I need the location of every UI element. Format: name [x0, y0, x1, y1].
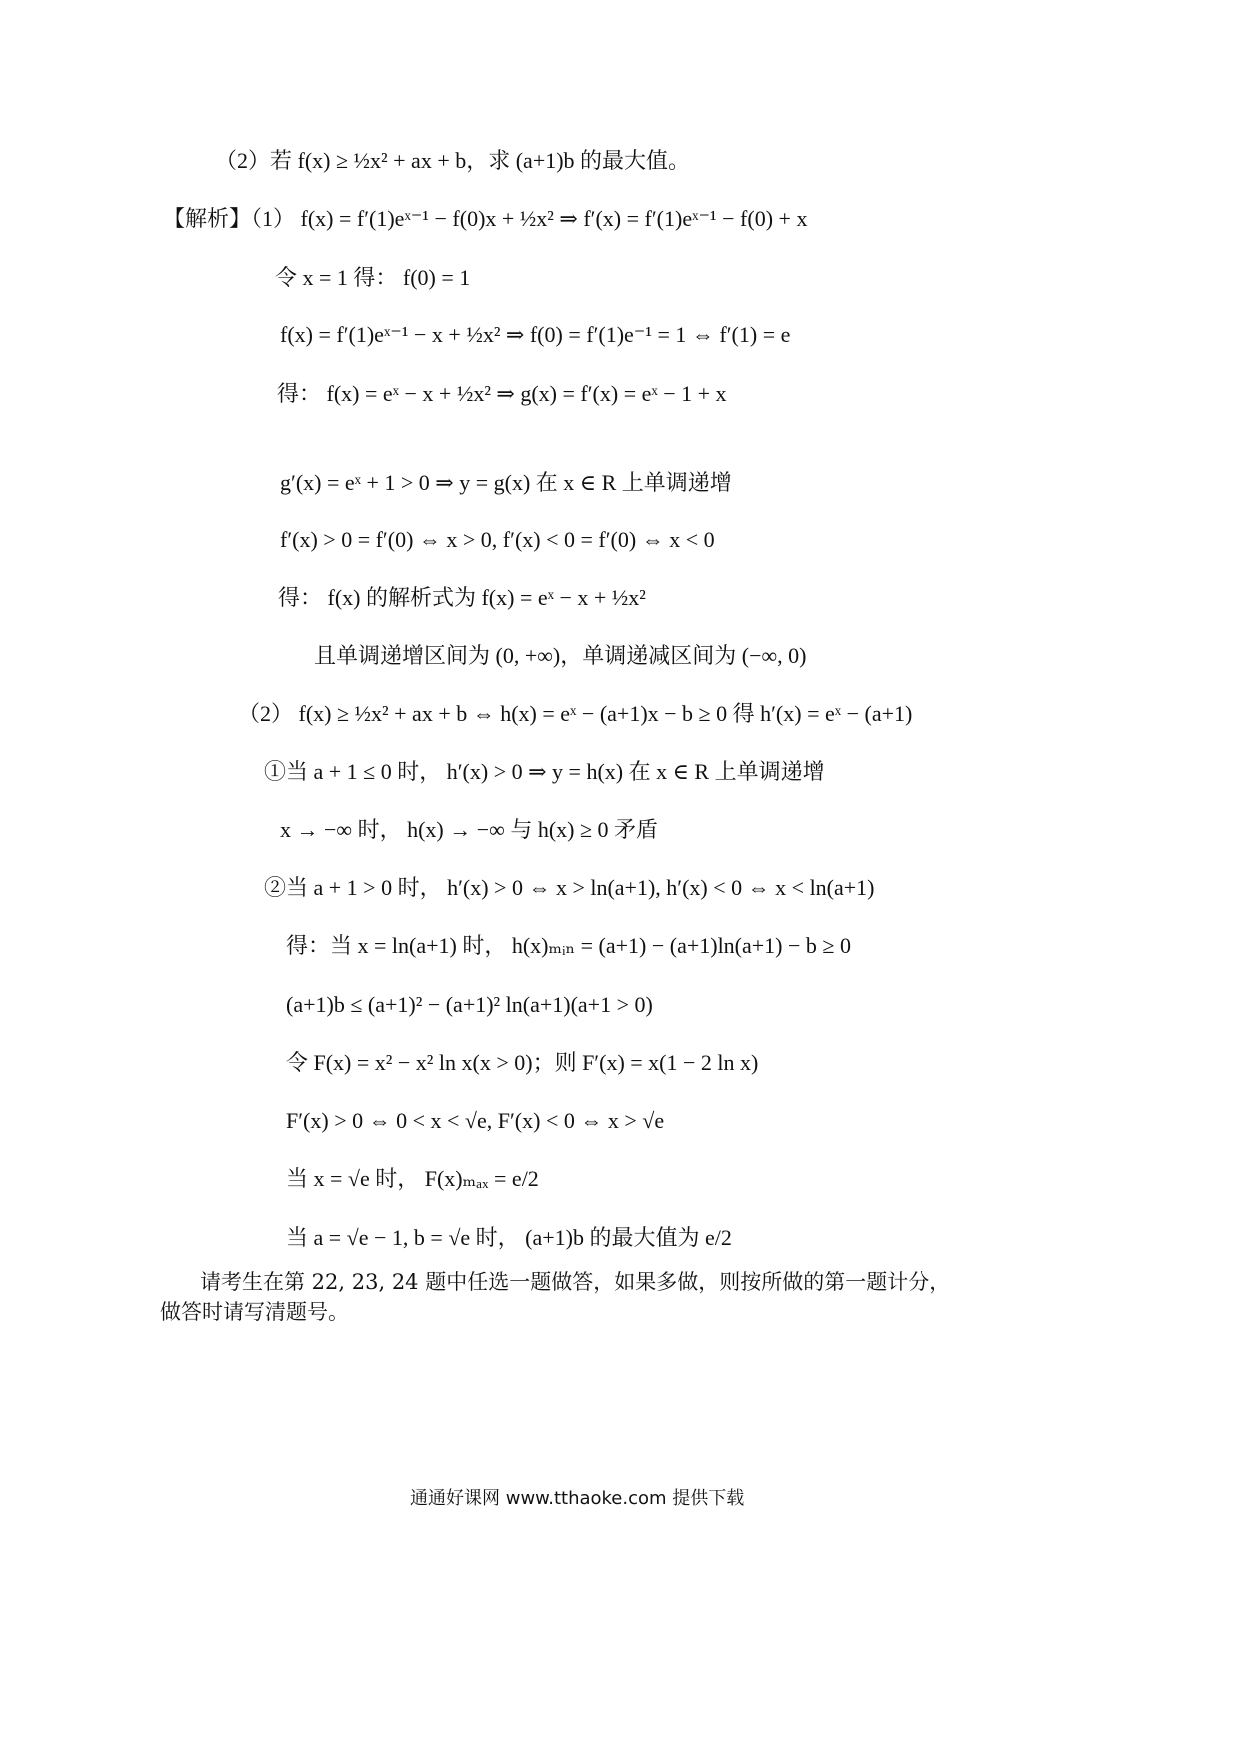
solution-line: x → −∞ 时， h(x) → −∞ 与 h(x) ≥ 0 矛盾	[280, 817, 659, 842]
instruction-text: 请考生在第 22, 23, 24 题中任选一题做答，如果多做，则按所做的第一题计分，	[200, 1270, 951, 1294]
page-footer: 通通好课网 www.tthaoke.com 提供下载	[410, 1488, 745, 1509]
solution-line: 且单调递增区间为 (0, +∞)，单调递减区间为 (−∞, 0)	[314, 643, 807, 668]
solution-line: 得： f(x) 的解析式为 f(x) = eˣ − x + ½x²	[278, 585, 646, 610]
solution-line: f′(x) > 0 = f′(0) ⇔ x > 0, f′(x) < 0 = f′(0) ⇔ x < 0	[280, 527, 715, 552]
solution-line: 当 x = √e 时， F(x)ₘₐₓ = e/2	[286, 1166, 539, 1191]
case-2: ②当 a + 1 > 0 时， h′(x) > 0 ⇔ x > ln(a+1), h′(x) < 0 ⇔ x < ln(a+1)	[264, 875, 875, 900]
solution-part-1-start: 【解析】（1） f(x) = f′(1)eˣ⁻¹ − f(0)x + ½x² ⇒ f′(x) = f′(1)eˣ⁻¹ − f(0) + x	[163, 206, 808, 231]
solution-line: g′(x) = eˣ + 1 > 0 ⇒ y = g(x) 在 x ∈ R 上单调递增	[280, 470, 732, 495]
solution-line: 令 F(x) = x² − x² ln x(x > 0)；则 F′(x) = x(1 − 2 ln x)	[286, 1050, 759, 1075]
solution-line: (a+1)b ≤ (a+1)² − (a+1)² ln(a+1)(a+1 > 0)	[286, 992, 653, 1017]
instruction-text: 做答时请写清题号。	[160, 1300, 349, 1324]
solution-line: f(x) = f′(1)eˣ⁻¹ − x + ½x² ⇒ f(0) = f′(1)e⁻¹ = 1 ⇔ f′(1) = e	[280, 322, 791, 347]
solution-part-2-start: （2） f(x) ≥ ½x² + ax + b ⇔ h(x) = eˣ − (a+1)x − b ≥ 0 得 h′(x) = eˣ − (a+1)	[238, 701, 913, 726]
problem-part-2-statement: （2）若 f(x) ≥ ½x² + ax + b，求 (a+1)b 的最大值。	[215, 148, 691, 173]
solution-line: 令 x = 1 得： f(0) = 1	[275, 265, 471, 290]
solution-conclusion: 当 a = √e − 1, b = √e 时， (a+1)b 的最大值为 e/2	[286, 1225, 732, 1250]
solution-line: 得：当 x = ln(a+1) 时， h(x)ₘᵢₙ = (a+1) − (a+1)ln(a+1) − b ≥ 0	[286, 933, 851, 958]
case-1: ①当 a + 1 ≤ 0 时， h′(x) > 0 ⇒ y = h(x) 在 x ∈ R 上单调递增	[264, 759, 825, 784]
solution-line: 得： f(x) = eˣ − x + ½x² ⇒ g(x) = f′(x) = eˣ − 1 + x	[277, 381, 727, 406]
solution-line: F′(x) > 0 ⇔ 0 < x < √e, F′(x) < 0 ⇔ x > √e	[286, 1108, 665, 1133]
